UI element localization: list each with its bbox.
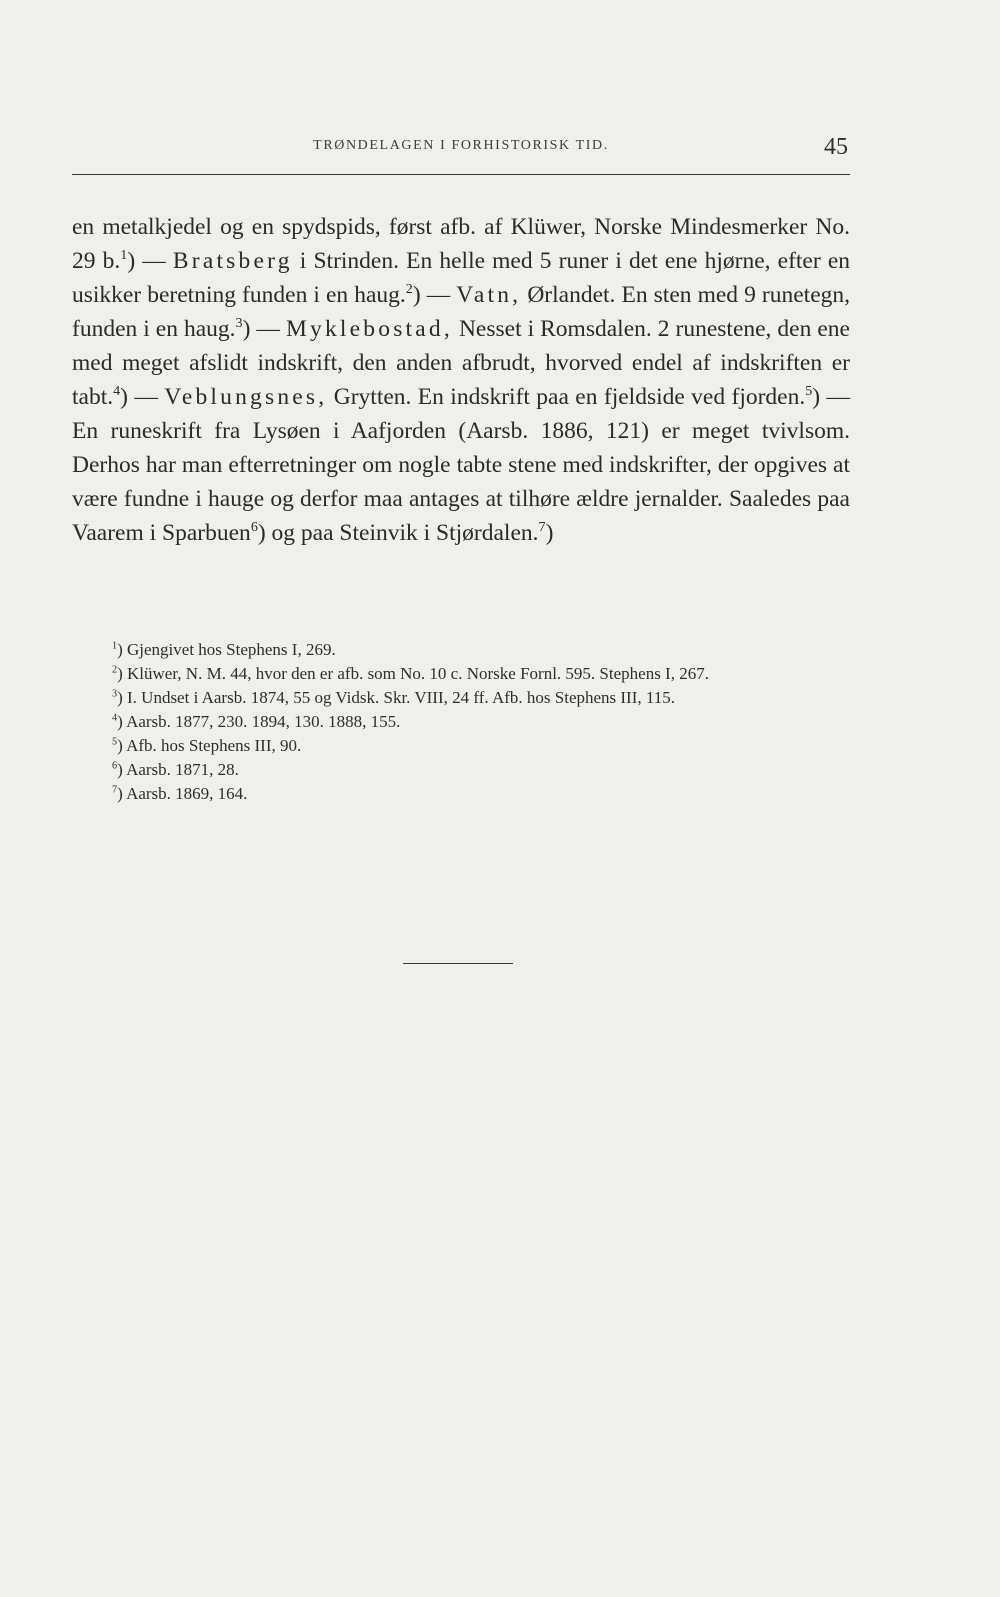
body-text-segment: Ørlandet. En sten med 9 runetegn, funden i en haug. [72, 282, 850, 342]
running-head: TRØNDELAGEN I FORHISTORISK TID. [313, 138, 609, 153]
body-text-segment: ) og paa Steinvik i Stjørdalen. [257, 520, 539, 546]
footnote [72, 662, 850, 686]
body-text-segment: ) [545, 520, 554, 546]
footnote-text: ) Gjengivet hos Stephens I, 269. [117, 640, 336, 659]
footnote-number: 5 [112, 736, 118, 748]
body-paragraph [72, 210, 850, 550]
footnote-text: ) Aarsb. 1871, 28. [117, 760, 239, 779]
footnote [72, 710, 850, 734]
footnote-number: 7 [112, 784, 118, 796]
body-text-segment: Nesset i Romsdalen. 2 runestene, den ene med meget afslidt indskrift, den anden afbrudt, hvorved endel af indskriften er tabt. [72, 316, 850, 410]
footnote-text: ) Afb. hos Stephens III, 90. [117, 736, 302, 755]
page-header [72, 134, 850, 175]
footnote-ref: 7 [538, 519, 546, 536]
footnote-number: 3 [112, 688, 118, 700]
body-text-segment: ) — En runeskrift fra Lysøen i Aafjorden (Aarsb. 1886, 121) er meget tvivlsom. Derhos har man efterretninger om nogle tabte stene med indskrifter, der opgives at være fundne i hauge og derfor maa antages at tilhøre ældre jernalder. Saaledes paa Vaarem i Sparbuen [72, 384, 851, 546]
footnote-number: 6 [112, 760, 118, 772]
body-text-segment: ) — [242, 316, 286, 342]
footnote-number: 4 [112, 712, 118, 724]
footnote-number: 2 [112, 664, 118, 676]
body-text-segment: ) — [127, 248, 173, 274]
body-text-segment: ) — [412, 282, 457, 308]
footnote-text: ) Klüwer, N. M. 44, hvor den er afb. som No. 10 c. Norske Fornl. 595. Stephens I, 267. [117, 664, 709, 683]
footnote-ref: 3 [235, 315, 243, 332]
footnote [72, 758, 850, 782]
page-number: 45 [824, 134, 848, 160]
footnote-ref: 4 [113, 383, 121, 400]
body-text-segment: en metalkjedel og en spydspids, først afb. af Klüwer, Norske Mindesmerker No. 29 b. [72, 214, 850, 274]
footnote-ref: 6 [250, 519, 258, 536]
footnote-number: 1 [112, 640, 118, 652]
footnote-ref: 5 [805, 383, 813, 400]
place-name: Veblungsnes, [164, 384, 328, 410]
footnote [72, 686, 850, 710]
body-text-segment: Grytten. En indskrift paa en fjeldside ved fjorden. [327, 384, 806, 410]
footnote-text: ) I. Undset i Aarsb. 1874, 55 og Vidsk. Skr. VIII, 24 ff. Afb. hos Stephens III, 115. [117, 688, 675, 707]
body-text-segment: i Strinden. En helle med 5 runer i det ene hjørne, efter en usikker beretning funden i en haug. [72, 248, 851, 308]
footnotes [72, 638, 850, 806]
footnote-text: ) Aarsb. 1869, 164. [117, 784, 248, 803]
place-name: Myklebostad, [285, 316, 453, 342]
place-name: Vatn, [456, 282, 522, 308]
footnote [72, 782, 850, 806]
body-text-segment: ) — [120, 384, 165, 410]
footnote-ref: 1 [120, 247, 128, 264]
footnote [72, 638, 850, 662]
footnote [72, 734, 850, 758]
footnote-text: ) Aarsb. 1877, 230. 1894, 130. 1888, 155. [117, 712, 401, 731]
end-divider [403, 963, 513, 964]
footnote-ref: 2 [405, 281, 413, 298]
place-name: Bratsberg [172, 248, 293, 274]
